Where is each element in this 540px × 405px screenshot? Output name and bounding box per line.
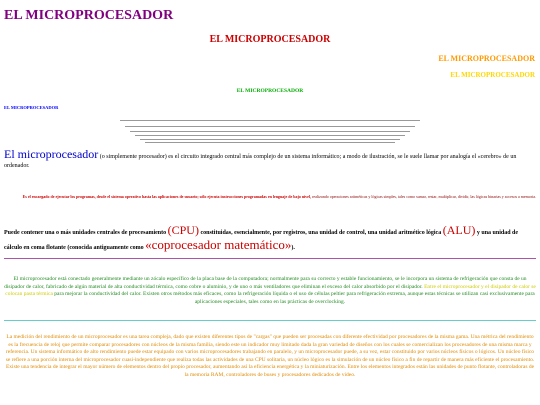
cpu-paragraph (4, 224, 536, 254)
intro-paragraph (4, 147, 536, 171)
cooling-text-1: El microprocesador está conectado generalmente mediante un zócalo específico de la placa base de la computadora; normalmente para su correcto y estable funcionamiento, se le incorpora un sistema de refrigeración que consta de un disipador de calor, fabricado de algún material de alta conductividad térmica, como cobre o aluminio, y de uno o más ventiladores que eliminan el exceso del calor absorbido por el disipador. (4, 276, 527, 290)
alu-term: (ALU) (442, 223, 476, 237)
heading-2: EL MICROPROCESADOR (209, 34, 331, 45)
heading-4: EL MICROPROCESADOR (450, 71, 535, 79)
cooling-highlight: Entre el microprocesador y el disipador de calor se colocan pasta térmica (5, 283, 536, 297)
cpu-term: (CPU) (167, 223, 199, 237)
divider-4 (135, 135, 405, 136)
divider-6 (145, 142, 395, 143)
performance-paragraph: La medición del rendimiento de un microprocesador es una tarea compleja, dado que existen diferentes tipos de "cargas" que pueden ser procesadas con diferente efectividad por procesadores de la misma gama. Una métrica del rendimiento es la frecuencia de reloj que permite comparar procesadores con núcleos de la misma familia, siendo este un indicador muy limitado dada la gran variedad de diseños con los cuales se comercializan los procesadores de una misma marca y referencia. Un sistema informático de alto rendimiento puede estar equipado con varios microprocesadores trabajando en paralelo, y un microprocesador puede, a su vez, estar constituido por varios núcleos físicos o lógicos. Un núcleo físico se refiere a una porción interna del microprocesador cuasi-independiente que realiza todas las actividades de una CPU solitaria, un núcleo lógico es la simulación de un núcleo físico a fin de repartir de manera más eficiente el procesamiento. Existe una tendencia de integrar el mayor número de elementos dentro del propio procesador, aumentando así la eficiencia energética y la miniaturización. Entre los elementos integrados están las unidades de punto flotante, controladoras de la memoria RAM, controladores de buses y procesadores dedicados de video. (5, 334, 535, 378)
cpu-text-3: y una unidad de cálculo en coma flotante (conocida antiguamente como (4, 230, 519, 251)
cpu-text-4: ). (291, 245, 295, 251)
divider-5 (140, 139, 400, 140)
heading-1: EL MICROPROCESADOR (4, 8, 174, 23)
red-paragraph (4, 194, 536, 200)
red-paragraph-bold: Es el encargado de ejecutar los programas, desde el sistema operativo hasta las aplicaciones de usuario; sólo ejecuta instrucciones programadas en lenguaje de bajo nivel, (22, 194, 312, 199)
intro-term: El microprocesador (4, 147, 99, 161)
divider-1 (120, 120, 420, 121)
heading-3: EL MICROPROCESADOR (438, 54, 535, 63)
heading-5: EL MICROPROCESADOR (236, 88, 304, 94)
divider-2 (125, 126, 415, 127)
cpu-text-1: Puede contener una o más unidades centrales de procesamiento (4, 230, 168, 236)
red-paragraph-text: realizando operaciones aritméticas y lógicas simples, tales como sumar, restar, multiplicar, dividir, las lógicas binarias y accesos a memoria. (311, 194, 536, 199)
heading-6: EL MICROPROCESADOR (4, 105, 59, 110)
cpu-text-2: constituidas, esencialmente, por registros, una unidad de control, una unidad aritmético lógica (198, 230, 443, 236)
intro-text: (o simplemente procesador) es el circuito integrado central más complejo de un sistema informático; a modo de ilustración, se le suele llamar por analogía el «cerebro» de un ordenador. (4, 154, 517, 169)
divider-purple (4, 258, 536, 259)
cooling-paragraph (4, 276, 536, 306)
divider-3 (130, 131, 410, 132)
divider-cyan (4, 320, 536, 321)
coprocessor-term: «coprocesador matemático» (145, 237, 292, 252)
cooling-text-2: para mejorar la conductividad del calor. Existen otros métodos más eficaces, como la refrigeración líquida o el uso de células peltier para refrigeración extrema, aunque estas técnicas se utilizan casi exclusivamente para aplicaciones especiales, tales como en las prácticas de overclocking. (52, 291, 535, 305)
